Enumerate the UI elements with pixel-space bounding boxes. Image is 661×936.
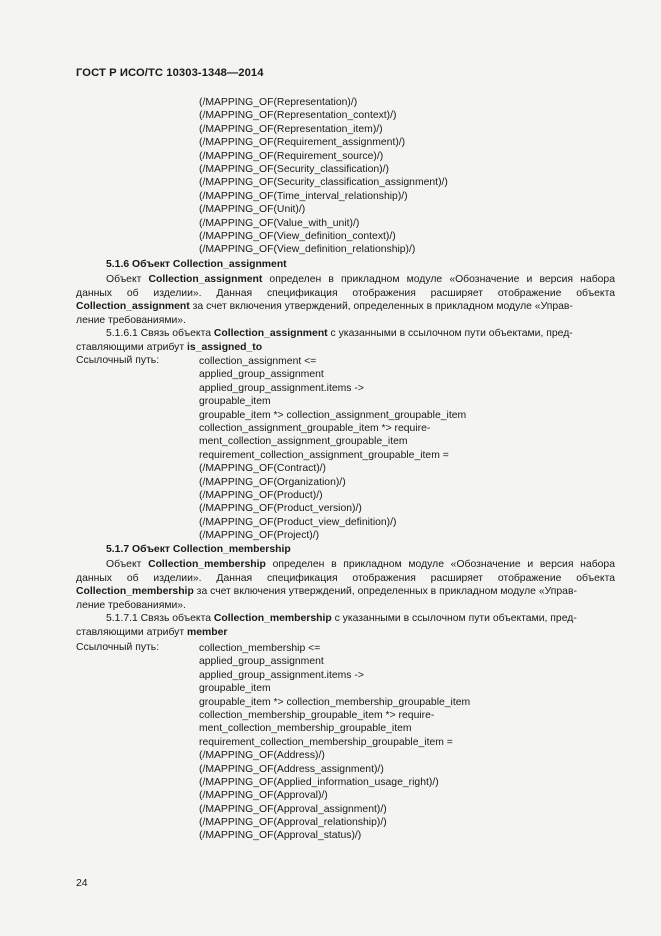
list-line: (/MAPPING_OF(Contract)/) bbox=[199, 463, 327, 475]
list-line: groupable_item bbox=[199, 396, 271, 408]
list-line: (/MAPPING_OF(Requirement_assignment)/) bbox=[199, 137, 406, 149]
list-line: requirement_collection_membership_groupable_item = bbox=[199, 736, 453, 748]
list-line: (/MAPPING_OF(Value_with_unit)/) bbox=[199, 217, 360, 229]
para-line bbox=[76, 626, 615, 640]
page-number: 24 bbox=[76, 878, 88, 889]
text: за счет включения утверждений, определенных в прикладном модуле «Управ- bbox=[193, 586, 577, 597]
list-line: applied_group_assignment.items -> bbox=[199, 382, 364, 394]
list-line: (/MAPPING_OF(Representation)/) bbox=[199, 97, 358, 108]
paragraph-collection-membership bbox=[76, 558, 615, 612]
text: ставляющими атрибут bbox=[76, 626, 188, 638]
para-line bbox=[76, 300, 615, 314]
para-line: данных об изделии». Данная спецификация отображения расширяет отображение объекта bbox=[76, 572, 615, 584]
entity-name: Collection_membership bbox=[148, 559, 266, 570]
entity-name: Collection_assignment bbox=[213, 328, 328, 339]
list-line: ment_collection_assignment_groupable_item bbox=[199, 436, 408, 448]
list-line: (/MAPPING_OF(Address)/) bbox=[199, 750, 325, 762]
reference-path-list bbox=[199, 355, 466, 542]
list-line: collection_membership <= bbox=[199, 643, 321, 654]
text: определен в прикладном модуле «Обозначение и версия набора bbox=[262, 274, 615, 285]
list-line: (/MAPPING_OF(Unit)/) bbox=[199, 204, 306, 216]
list-line: collection_assignment_groupable_item *> require- bbox=[199, 422, 431, 434]
list-line: (/MAPPING_OF(Approval_assignment)/) bbox=[199, 803, 387, 815]
list-line: (/MAPPING_OF(Representation_item)/) bbox=[199, 123, 383, 135]
list-line: requirement_collection_assignment_groupable_item = bbox=[199, 449, 449, 461]
entity-name: Collection_assignment bbox=[76, 301, 190, 312]
list-line: applied_group_assignment bbox=[199, 369, 324, 381]
para-line bbox=[76, 558, 615, 572]
paragraph-collection-assignment bbox=[76, 273, 615, 327]
reference-path-label: Ссылочный путь: bbox=[76, 642, 160, 653]
para-line bbox=[76, 341, 615, 355]
list-line: groupable_item *> collection_assignment_groupable_item bbox=[199, 409, 467, 421]
document-header: ГОСТ Р ИСО/ТС 10303-1348—2014 bbox=[76, 67, 264, 79]
clause-5-1-7-1 bbox=[76, 612, 615, 639]
text: Объект bbox=[106, 559, 149, 570]
attribute-name: member bbox=[187, 626, 228, 638]
list-line: collection_membership_groupable_item *> require- bbox=[199, 709, 435, 721]
list-line: (/MAPPING_OF(Security_classification_assignment)/) bbox=[199, 177, 448, 189]
list-line: (/MAPPING_OF(Product_version)/) bbox=[199, 503, 362, 515]
reference-path-label: Ссылочный путь: bbox=[76, 355, 160, 366]
clause-5-1-6-1 bbox=[76, 327, 615, 354]
para-line bbox=[76, 585, 615, 599]
list-line: (/MAPPING_OF(Product_view_definition)/) bbox=[199, 516, 397, 528]
attribute-name: is_assigned_to bbox=[187, 341, 263, 353]
para-line: ление требованиями». bbox=[76, 314, 186, 326]
text: Объект bbox=[106, 274, 149, 285]
list-line: (/MAPPING_OF(Approval_status)/) bbox=[199, 830, 362, 842]
text: 5.1.6.1 Связь объекта bbox=[106, 328, 214, 339]
entity-name: Collection_assignment bbox=[148, 274, 263, 285]
para-line: ление требованиями». bbox=[76, 599, 186, 611]
text: с указанными в ссылочном пути объектами, пред- bbox=[327, 328, 573, 339]
list-line: (/MAPPING_OF(Organization)/) bbox=[199, 476, 346, 488]
list-line: (/MAPPING_OF(Approval)/) bbox=[199, 790, 328, 802]
reference-path-list bbox=[199, 642, 470, 843]
text: ставляющими атрибут bbox=[76, 341, 188, 353]
list-line: (/MAPPING_OF(View_definition_context)/) bbox=[199, 230, 396, 242]
mapping-list-top bbox=[199, 96, 448, 257]
list-line: groupable_item bbox=[199, 683, 271, 695]
list-line: (/MAPPING_OF(Representation_context)/) bbox=[199, 110, 397, 122]
list-line: (/MAPPING_OF(Security_classification)/) bbox=[199, 163, 389, 175]
list-line: applied_group_assignment bbox=[199, 656, 324, 668]
section-heading-5-1-6: 5.1.6 Объект Collection_assignment bbox=[106, 259, 287, 270]
list-line: (/MAPPING_OF(Requirement_source)/) bbox=[199, 150, 384, 162]
text: за счет включения утверждений, определенных в прикладном модуле «Управ- bbox=[189, 301, 573, 312]
text: определен в прикладном модуле «Обозначение и версия набора bbox=[265, 559, 615, 570]
list-line: collection_assignment <= bbox=[199, 356, 317, 367]
list-line: (/MAPPING_OF(Product)/) bbox=[199, 489, 323, 501]
list-line: (/MAPPING_OF(Approval_relationship)/) bbox=[199, 817, 387, 829]
text: с указанными в ссылочном пути объектами, пред- bbox=[331, 613, 577, 624]
list-line: (/MAPPING_OF(Project)/) bbox=[199, 530, 320, 542]
para-line bbox=[76, 612, 615, 626]
para-line: данных об изделии». Данная спецификация отображения расширяет отображение объекта bbox=[76, 287, 615, 299]
text: 5.1.7.1 Связь объекта bbox=[106, 613, 214, 624]
list-line: (/MAPPING_OF(View_definition_relationship)/) bbox=[199, 244, 416, 256]
list-line: (/MAPPING_OF(Address_assignment)/) bbox=[199, 763, 384, 775]
list-line: (/MAPPING_OF(Time_interval_relationship)/) bbox=[199, 190, 408, 202]
list-line: (/MAPPING_OF(Applied_information_usage_right)/) bbox=[199, 776, 439, 788]
list-line: ment_collection_membership_groupable_item bbox=[199, 723, 412, 735]
para-line bbox=[76, 273, 615, 287]
entity-name: Collection_membership bbox=[76, 586, 194, 597]
list-line: applied_group_assignment.items -> bbox=[199, 669, 364, 681]
para-line bbox=[76, 327, 615, 341]
list-line: groupable_item *> collection_membership_groupable_item bbox=[199, 696, 471, 708]
section-heading-5-1-7: 5.1.7 Объект Collection_membership bbox=[106, 544, 291, 555]
entity-name: Collection_membership bbox=[213, 613, 332, 624]
